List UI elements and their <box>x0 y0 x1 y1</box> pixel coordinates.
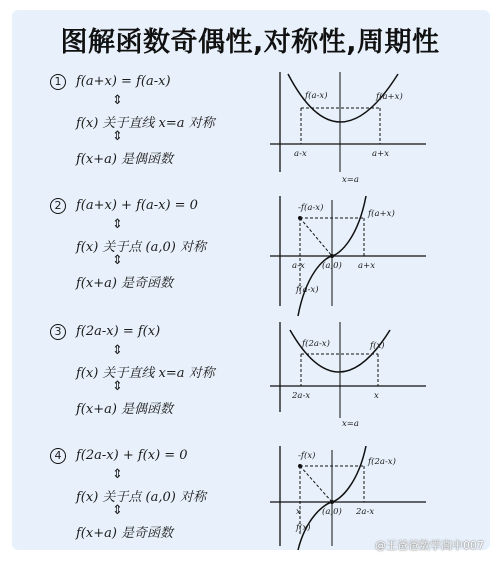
section-number: 1 <box>50 74 66 90</box>
center-point <box>330 254 334 258</box>
page-title: 图解函数奇偶性,对称性,周期性 <box>60 27 440 58</box>
meaning: f(x) 关于直线 x=a 对称 <box>76 116 215 131</box>
equivalence-arrow: ⇕ <box>112 379 123 394</box>
section-1 <box>0 72 500 197</box>
right-value-label: f(2a-x) <box>368 457 396 467</box>
point <box>298 464 302 468</box>
axis-label: x=a <box>342 175 359 185</box>
section-number: 4 <box>50 448 66 464</box>
equivalence-arrow: ⇕ <box>112 93 123 108</box>
watermark: @王爸爸数学高中007 <box>375 539 484 552</box>
section-2-graph <box>268 196 428 321</box>
section-3 <box>0 322 500 447</box>
x-right-label: 2a-x <box>356 507 375 517</box>
section-4-text <box>50 446 250 571</box>
right-value-label: f(x) <box>370 341 385 351</box>
conclusion: f(x+a) 是奇函数 <box>76 276 174 291</box>
right-value-label: f(a+x) <box>376 92 403 102</box>
x-right-label: x <box>374 391 379 401</box>
x-right-label: a+x <box>358 261 375 271</box>
x-left-label: a-x <box>294 149 307 159</box>
left-value-label: f(2a-x) <box>302 339 330 349</box>
condition: f(a+x) + f(a-x) = 0 <box>76 198 198 213</box>
right-value-label: f(a+x) <box>368 209 395 219</box>
equivalence-arrow: ⇕ <box>112 217 123 232</box>
equivalence-arrow: ⇕ <box>112 129 123 144</box>
section-3-text <box>50 322 250 447</box>
center-label: (a,0) <box>322 507 342 517</box>
left-value-label: f(a-x) <box>305 91 328 101</box>
section-number: 2 <box>50 198 66 214</box>
condition: f(2a-x) = f(x) <box>76 324 161 339</box>
conclusion: f(x+a) 是奇函数 <box>76 526 174 541</box>
center-label: (a,0) <box>322 261 342 271</box>
section-3-graph <box>268 322 428 447</box>
equivalence-arrow: ⇕ <box>112 343 123 358</box>
bottom-value-label: f(a-x) <box>296 285 319 295</box>
section-number: 3 <box>50 324 66 340</box>
center-point <box>330 500 334 504</box>
conclusion: f(x+a) 是偶函数 <box>76 152 174 167</box>
x-left-label: x <box>296 507 301 517</box>
point <box>298 216 302 220</box>
meaning: f(x) 关于点 (a,0) 对称 <box>76 490 206 505</box>
condition: f(a+x) = f(a-x) <box>76 74 171 89</box>
equivalence-arrow: ⇕ <box>112 503 123 518</box>
meaning: f(x) 关于点 (a,0) 对称 <box>76 240 206 255</box>
dashed-line <box>300 466 332 502</box>
condition: f(2a-x) + f(x) = 0 <box>76 448 188 463</box>
section-2 <box>0 196 500 321</box>
meaning: f(x) 关于直线 x=a 对称 <box>76 366 215 381</box>
section-2-text <box>50 196 250 321</box>
conclusion: f(x+a) 是偶函数 <box>76 402 174 417</box>
equivalence-arrow: ⇕ <box>112 253 123 268</box>
axis-label: x=a <box>342 419 359 429</box>
x-left-label: a-x <box>292 261 305 271</box>
top-value-label: -f(x) <box>298 451 316 461</box>
x-left-label: 2a-x <box>292 391 311 401</box>
dashed-line <box>300 218 332 256</box>
section-1-text <box>50 72 250 197</box>
section-1-graph <box>268 72 428 197</box>
bottom-value-label: f(x) <box>296 523 311 533</box>
top-value-label: -f(a-x) <box>298 203 324 213</box>
x-right-label: a+x <box>372 149 389 159</box>
equivalence-arrow: ⇕ <box>112 467 123 482</box>
